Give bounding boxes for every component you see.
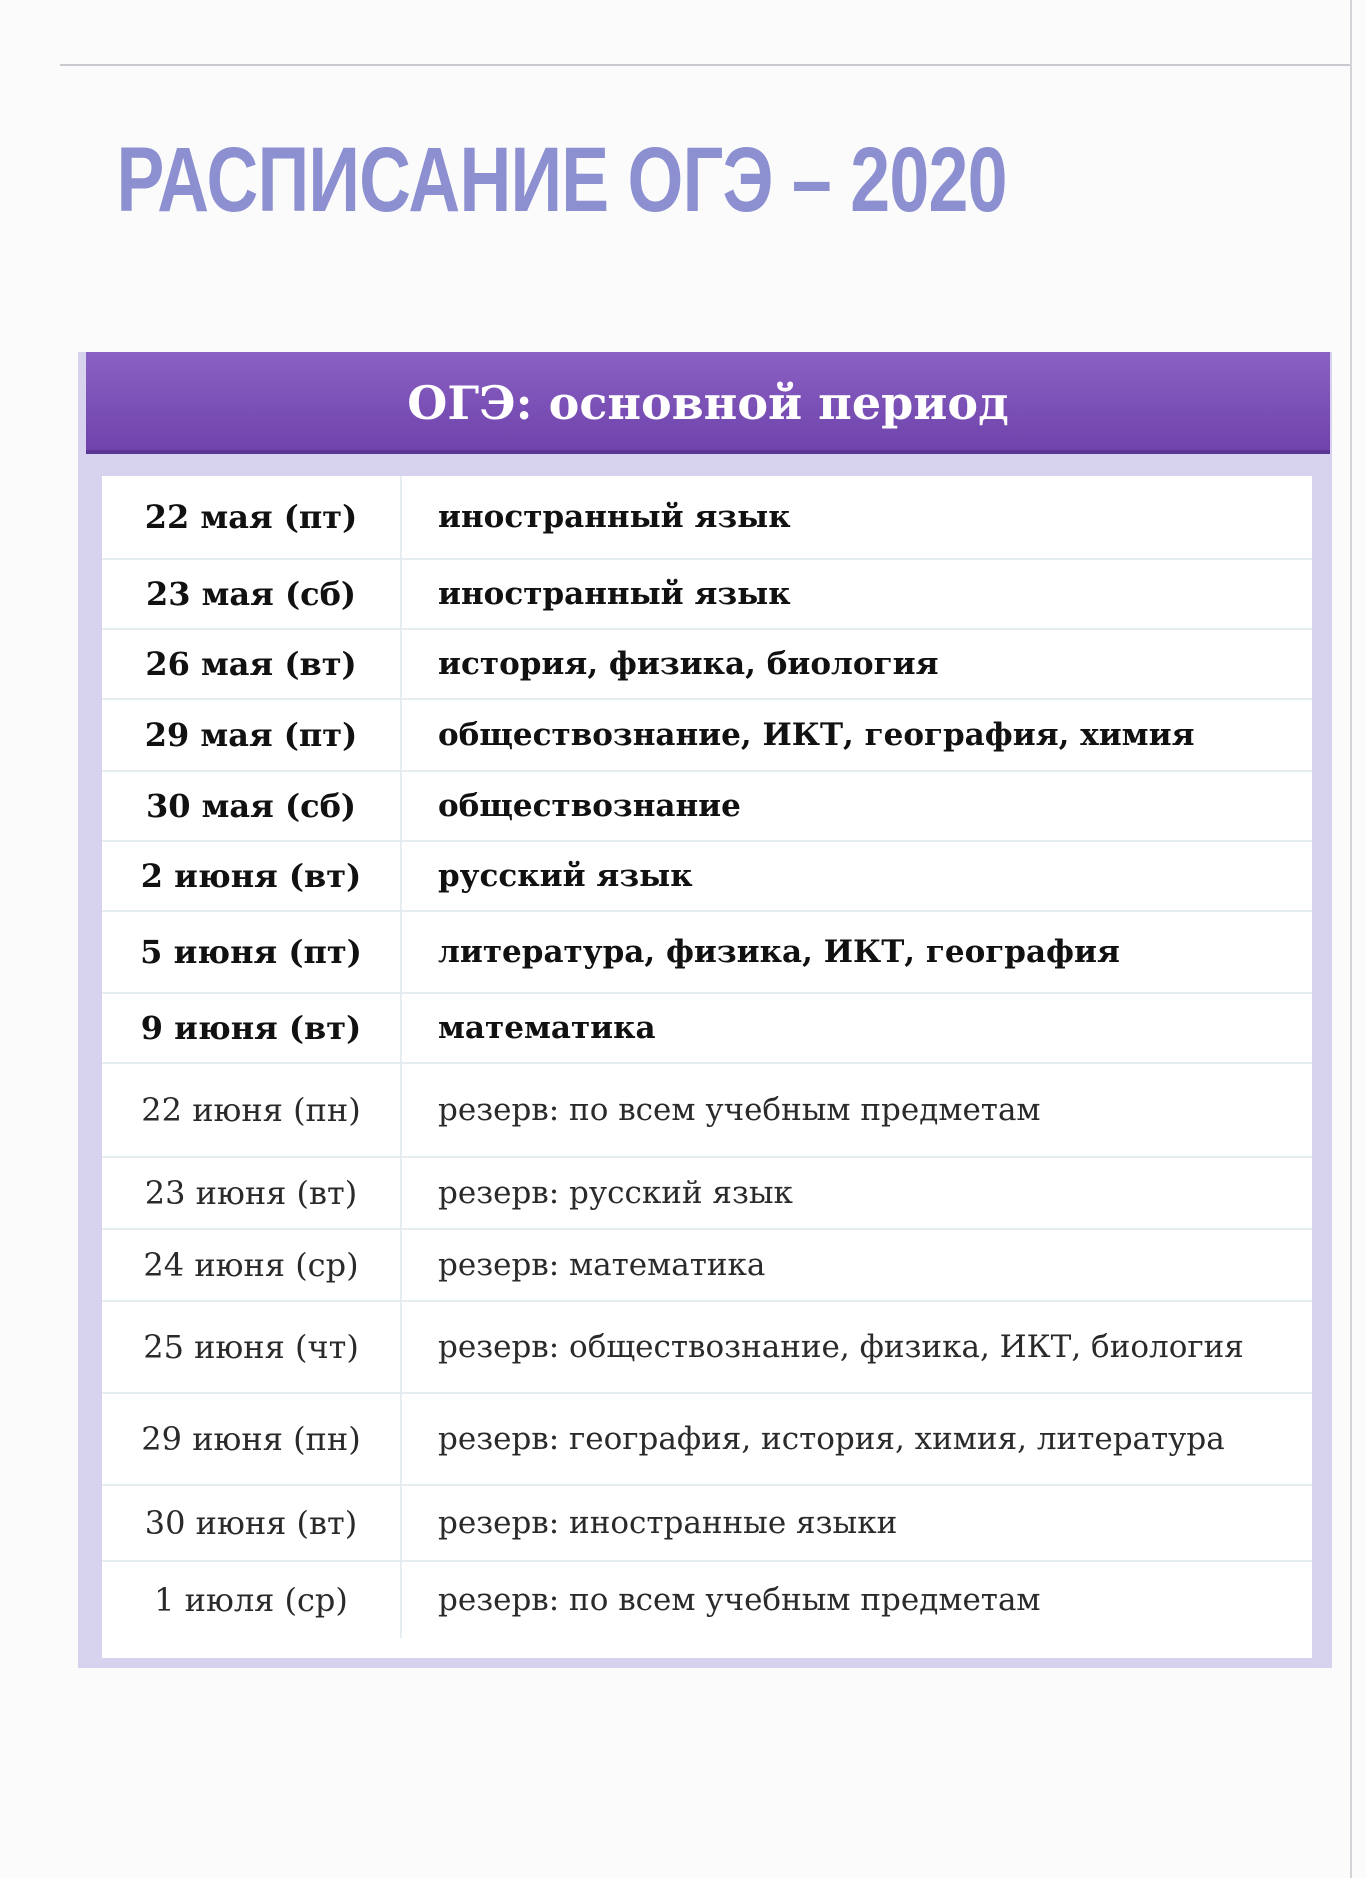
- row-subject: обществознание: [438, 788, 741, 824]
- row-subject: русский язык: [438, 858, 693, 894]
- row-subject: резерв: русский язык: [438, 1175, 793, 1211]
- table-row: [102, 994, 1312, 1064]
- table-row: [102, 700, 1312, 772]
- table-row: [102, 772, 1312, 842]
- scan-edge-right: [1350, 0, 1352, 1878]
- period-header: ОГЭ: основной период: [86, 352, 1330, 454]
- row-date: 29 мая (пт): [102, 700, 402, 770]
- row-date: 26 мая (вт): [102, 630, 402, 698]
- row-subject: математика: [438, 1010, 656, 1046]
- schedule-rows: [102, 476, 1312, 1658]
- table-row: [102, 1064, 1312, 1158]
- row-date: 22 июня (пн): [102, 1064, 402, 1156]
- row-date: 9 июня (вт): [102, 994, 402, 1062]
- row-subject: резерв: по всем учебным предметам: [438, 1582, 1041, 1618]
- row-subject: резерв: география, история, химия, литература: [438, 1421, 1225, 1457]
- row-subject: обществознание, ИКТ, география, химия: [438, 717, 1195, 753]
- row-subject: резерв: математика: [438, 1247, 766, 1283]
- row-date: 30 июня (вт): [102, 1486, 402, 1560]
- row-date: 1 июля (ср): [102, 1562, 402, 1638]
- table-row: [102, 1230, 1312, 1302]
- row-subject: резерв: по всем учебным предметам: [438, 1092, 1041, 1128]
- table-row: [102, 1486, 1312, 1562]
- row-subject: история, физика, биология: [438, 646, 939, 682]
- row-subject: иностранный язык: [438, 576, 791, 612]
- row-date: 22 мая (пт): [102, 476, 402, 558]
- table-row: [102, 476, 1312, 560]
- scan-edge-top: [60, 64, 1350, 66]
- row-date: 24 июня (ср): [102, 1230, 402, 1300]
- row-subject: иностранный язык: [438, 499, 791, 535]
- row-date: 25 июня (чт): [102, 1302, 402, 1392]
- table-row: [102, 1562, 1312, 1638]
- page-title: РАСПИСАНИЕ ОГЭ – 2020: [116, 129, 1007, 231]
- row-date: 23 мая (сб): [102, 560, 402, 628]
- row-date: 5 июня (пт): [102, 912, 402, 992]
- row-subject: резерв: иностранные языки: [438, 1505, 898, 1541]
- row-subject: литература, физика, ИКТ, география: [438, 934, 1120, 970]
- row-date: 23 июня (вт): [102, 1158, 402, 1228]
- row-date: 2 июня (вт): [102, 842, 402, 910]
- table-row: [102, 560, 1312, 630]
- table-row: [102, 1394, 1312, 1486]
- table-row: [102, 1302, 1312, 1394]
- row-date: 30 мая (сб): [102, 772, 402, 840]
- table-row: [102, 1158, 1312, 1230]
- table-row: [102, 842, 1312, 912]
- table-row: [102, 630, 1312, 700]
- row-date: 29 июня (пн): [102, 1394, 402, 1484]
- schedule-table: [78, 352, 1332, 1668]
- table-row: [102, 912, 1312, 994]
- row-subject: резерв: обществознание, физика, ИКТ, биология: [438, 1329, 1244, 1365]
